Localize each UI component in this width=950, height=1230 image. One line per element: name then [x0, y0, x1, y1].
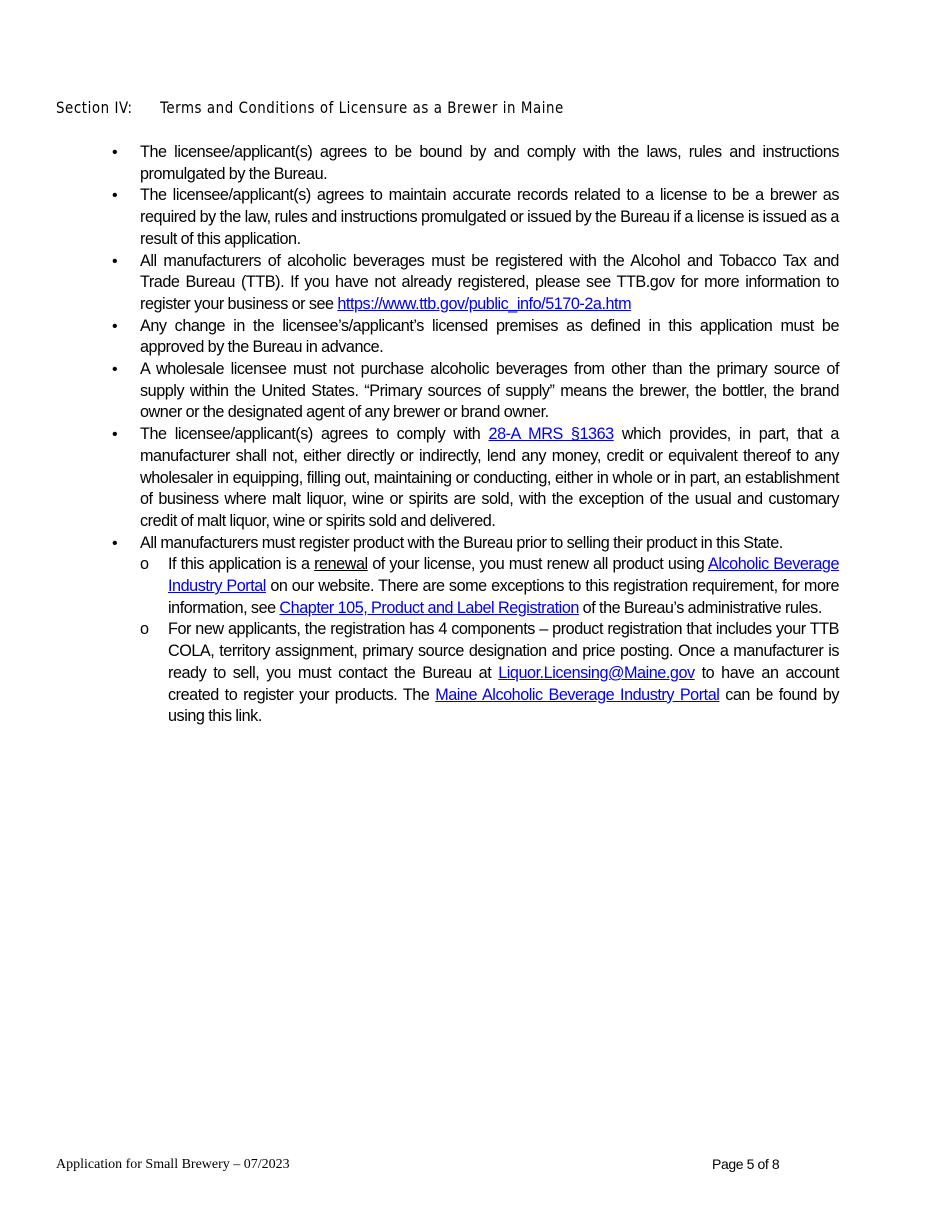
ttb-registration-link[interactable]: https://www.ttb.gov/public_info/5170-2a.htm — [337, 294, 632, 313]
bullet-icon: • — [112, 361, 118, 379]
term-text: All manufacturers must register product with the Bureau prior to selling their product in this State. — [140, 533, 783, 552]
sub-item-renewal — [0, 554, 839, 619]
product-registration-sublist — [140, 554, 839, 728]
statute-link[interactable]: 28-A MRS §1363 — [488, 425, 614, 444]
footer-document-title: Application for Small Brewery – 07/2023 — [56, 1157, 290, 1172]
renewal-emphasis: renewal — [314, 555, 368, 574]
bullet-icon: • — [112, 426, 118, 444]
sub-text-middle-2: on our website. There are some exceptions to this registration requirement, for more information, see — [168, 577, 839, 617]
chapter-105-link[interactable]: Chapter 105, Product and Label Registration — [279, 598, 579, 617]
term-text: The licensee/applicant(s) agrees to be bound by and comply with the laws, rules and instructions promulgated by the Bureau. — [140, 143, 839, 183]
term-item-product-registration — [0, 533, 839, 728]
sub-text-middle: to have an account created to register your products. The — [168, 663, 839, 704]
bullet-icon: • — [112, 252, 118, 270]
section-title: Terms and Conditions of Licensure as a Brewer in Maine — [160, 98, 564, 117]
sub-text-middle: of your license, you must renew all product using — [367, 555, 708, 574]
term-text: All manufacturers of alcoholic beverages must be registered with the Alcohol and Tobacco Tax and Trade Bureau (TTB). If you have not already registered, please see TTB.gov for more information to register your business or see — [140, 251, 839, 313]
sub-bullet-icon: o — [140, 555, 150, 574]
term-item-accurate-records — [0, 185, 839, 250]
term-item-ttb-registration — [0, 251, 839, 316]
term-text-continued: which provides, in part, that a manufacturer shall not, either directly or indirectly, lend any money, credit or equivalent thereof to any wholesaler in equipping, filling out, maintaining or conducting, either in whole or in part, an establishment of business where malt liquor, wine or spirits are sold, with the exception of the usual and customary credit of malt liquor, wine or spirits sold and delivered. — [140, 425, 839, 530]
maine-industry-portal-link[interactable]: Maine Alcoholic Beverage Industry Portal — [435, 685, 720, 704]
sub-text-after: can be found by using this link. — [168, 685, 839, 726]
section-label: Section IV: — [56, 98, 133, 117]
term-item-primary-source — [0, 359, 839, 424]
footer-page-number: Page 5 of 8 — [712, 1156, 780, 1172]
bullet-icon: • — [112, 144, 118, 161]
term-text: Any change in the licensee’s/applicant’s licensed premises as defined in this application must be approved by the Bureau in advance. — [140, 316, 839, 357]
bullet-icon: • — [112, 317, 118, 335]
term-item-premises-change — [0, 316, 839, 359]
term-text: The licensee/applicant(s) agrees to maintain accurate records related to a license to be a brewer as required by the law, rules and instructions promulgated or issued by the Bureau if a license is issued as a result of this application. — [140, 186, 839, 248]
term-text: A wholesale licensee must not purchase alcoholic beverages from other than the primary source of supply within the United States. “Primary sources of supply” means the brewer, the bottler, the brand owner or the designated agent of any brewer or brand owner. — [140, 360, 839, 422]
section-heading — [56, 98, 564, 117]
term-item-statute-compliance — [0, 424, 839, 533]
term-text: The licensee/applicant(s) agrees to comply with — [140, 425, 489, 444]
licensing-email-link[interactable]: Liquor.Licensing@Maine.gov — [498, 663, 695, 682]
bullet-icon: • — [112, 187, 118, 205]
terms-list — [0, 142, 839, 728]
sub-item-new-applicants — [0, 619, 839, 728]
industry-portal-link[interactable]: Alcoholic Beverage Industry Portal — [168, 555, 839, 596]
sub-text-after: of the Bureau’s administrative rules. — [578, 598, 822, 617]
bullet-icon: • — [112, 534, 118, 552]
sub-text: For new applicants, the registration has 4 components – product registration that includes your TTB COLA, territory assignment, primary source designation and price posting. Once a manufacturer is ready to sell, you must contact the Bureau at — [168, 620, 839, 682]
term-item-bound-by-laws — [0, 142, 839, 185]
sub-text: If this application is a — [168, 555, 315, 574]
sub-bullet-icon: o — [140, 620, 150, 639]
